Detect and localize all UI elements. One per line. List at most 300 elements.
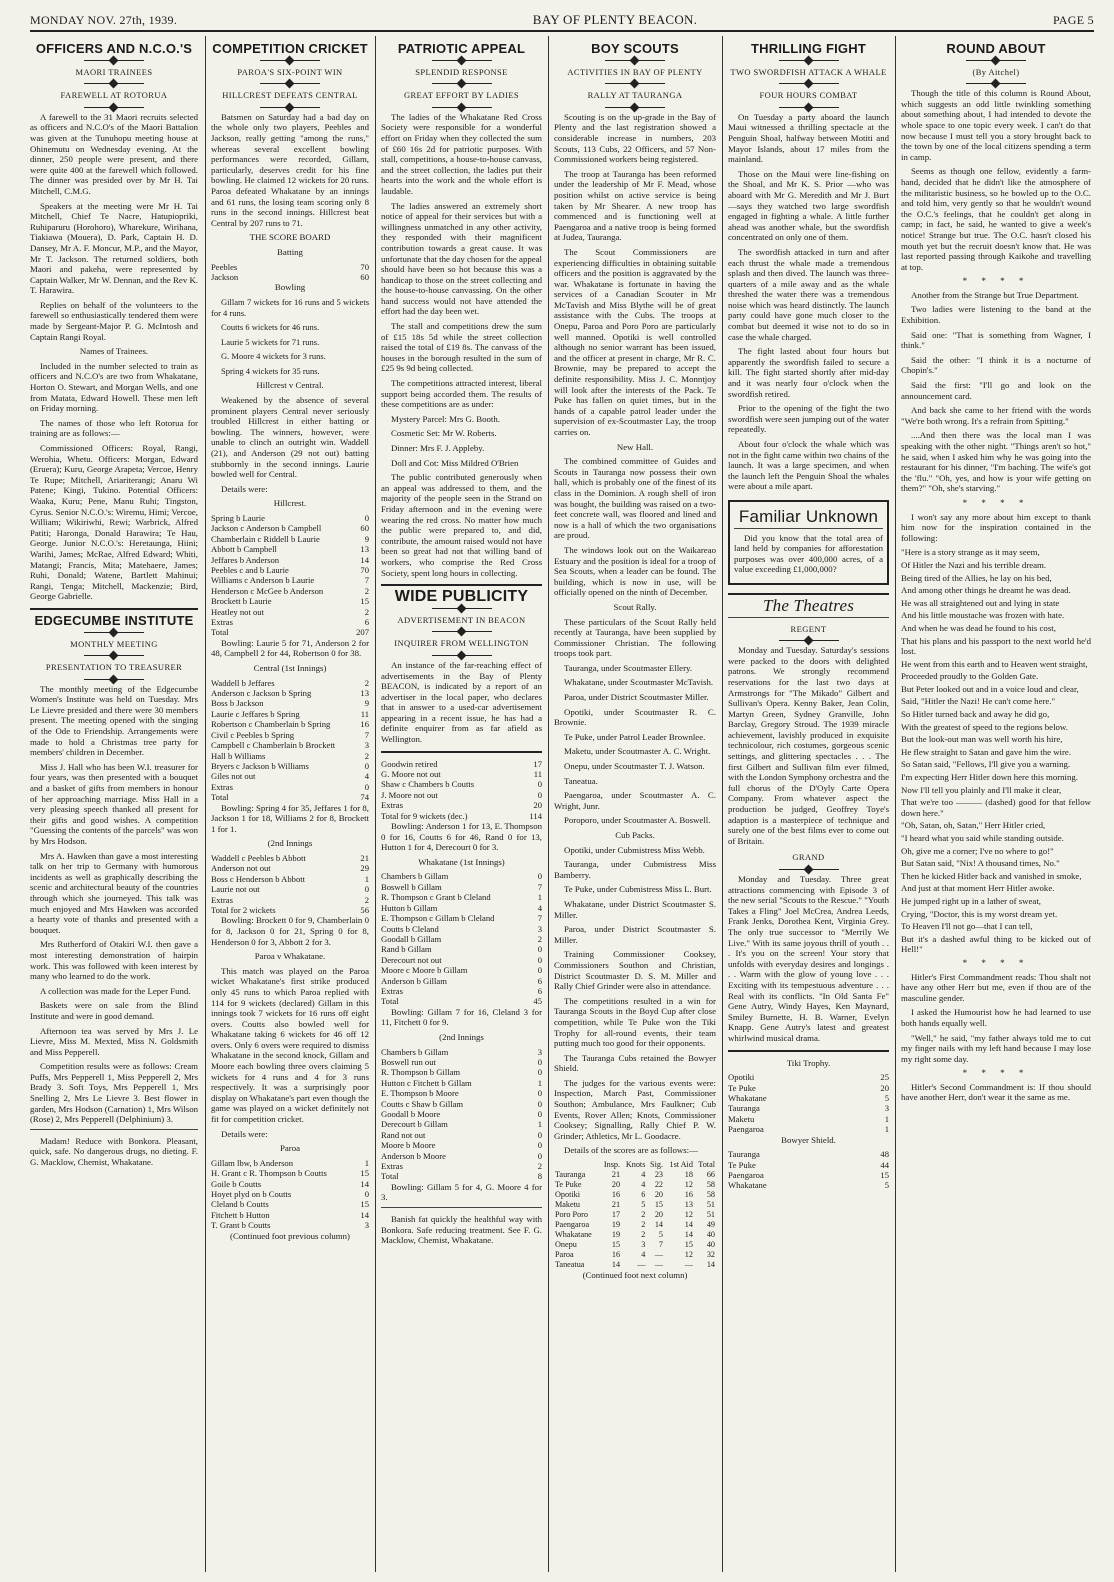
score-row bbox=[381, 1119, 542, 1129]
tiki-row bbox=[728, 1093, 889, 1103]
score-row bbox=[381, 871, 542, 881]
table-cell: 20 bbox=[611, 1180, 621, 1190]
table-cell: 12 bbox=[684, 1180, 693, 1190]
row-value: 7 bbox=[364, 729, 369, 740]
row-label: Henderson c McGee b Anderson bbox=[211, 585, 324, 596]
row-value: 0 bbox=[537, 965, 542, 976]
list-item: Te Puke, under Patrol Leader Brownlee. bbox=[564, 731, 706, 742]
table-cell: — bbox=[654, 1260, 664, 1270]
row-value: 7 bbox=[537, 881, 542, 892]
poem-line: Now I'll tell you plainly and I'll make it clear, bbox=[901, 784, 1062, 795]
score-row bbox=[211, 627, 369, 637]
article-paragraph: The public contributed generously when an appeal was addressed to them, and the majority of the people seen in the Strand on Friday afternoon and in the evening were wearing the red cross. No matter how much the public were prepared to, and did, contribute, the amount raised would not have been so great had not that willing band of workers, who comprise the Red Cross Society, spent long hours in collecting. bbox=[381, 472, 542, 578]
poem-line: But Peter looked out and in a voice loud and clear, bbox=[901, 683, 1079, 694]
article-paragraph: Did you know that the total area of land held by companies for afforestation purposes was over 400,000 acres, of a value exceeding £1,000,000? bbox=[734, 532, 883, 575]
patriotic-headline: PATRIOTIC APPEAL bbox=[397, 41, 526, 56]
row-value: 29 bbox=[360, 863, 369, 874]
row-label: Robertson c Chamberlain b Spring bbox=[211, 719, 331, 730]
table-cell: 19 bbox=[611, 1220, 621, 1230]
row-value: 9 bbox=[364, 533, 369, 544]
row-label: Chamberlain c Riddell b Laurie bbox=[211, 533, 320, 544]
row-value: 4 bbox=[364, 771, 369, 782]
list-item: Spring 4 wickets for 35 runs. bbox=[221, 365, 320, 376]
article-paragraph: I asked the Humourist how he had learned to use both hands equally well. bbox=[901, 1007, 1091, 1028]
article-paragraph: The swordfish attacked in turn and after each thrust the whale made a tremendous splash and then dived. The launch was three-quarters of a mile away and as the whale threshed the water there was a tremendous noise which was heard distinctly. The launch party could have gone much closer to the combat but deemed it wise not to do so in case the whale charged. bbox=[728, 246, 889, 342]
article-paragraph: Competition results were as follows: Cream Puffs, Mrs Pepperell 1, Miss Pepperell 2, Mrs Brady 3. Soft Toys, Mrs Pepperell 1, Mrs Snelling 2, Mrs Le Lievre 3. Best flower in garden, Mrs Hodson (Carnation) 1, Mrs Wilson (Rose) 2, Mrs Pepperell (Delphinium) 3. bbox=[30, 1061, 198, 1125]
table-cell: 19 bbox=[611, 1230, 621, 1240]
section-break: * * * * bbox=[962, 1068, 1030, 1079]
table-cell: 23 bbox=[654, 1170, 664, 1180]
poem-line: And just at that moment Herr Hitler awoke. bbox=[901, 883, 1055, 894]
row-label: Anderson c Jackson b Spring bbox=[211, 688, 312, 699]
row-label: Chambers b Gillam bbox=[381, 871, 449, 882]
article-paragraph: The ladies answered an extremely short notice of appeal for their services but with a willingness unmatched in any other activity, they responded with their magnificent contribution towards a great cause. It was unfortunate that the day chosen for the appeal should have been so hot because this was a handicap to those on the street collecting and the house-to-house canvassing. On the other hand success would not have attended the effort had the day been wet. bbox=[381, 200, 542, 317]
article-rule bbox=[381, 1207, 542, 1208]
column-6 bbox=[901, 38, 1091, 1572]
row-value: 0 bbox=[537, 1067, 542, 1078]
poem-line: That his plans and his passport to the next world he'd lost. bbox=[901, 635, 1091, 657]
bowling-summary: Bowling: Laurie 5 for 71, Anderson 2 for 48, Campbell 2 for 44, Robertson 0 for 38. bbox=[211, 637, 369, 659]
score-row bbox=[381, 1171, 542, 1181]
row-value: 11 bbox=[533, 769, 542, 780]
poem-line: He was all straightened out and lying in state bbox=[901, 597, 1060, 608]
row-value: 5 bbox=[884, 1092, 889, 1103]
row-value: 0 bbox=[364, 760, 369, 771]
row-value: 2 bbox=[364, 677, 369, 688]
section-heading: Whakatane (1st Innings) bbox=[418, 856, 505, 867]
table-cell: 51 bbox=[706, 1200, 715, 1210]
article-paragraph: The troop at Tauranga has been reformed under the leadership of Mr F. Mead, whose position whilst on active service is being taken by Mr Shearer. A new troop has commenced and is functioning well at Paengaroa and a native troop is being formed at Judea, Tauranga. bbox=[554, 168, 716, 243]
score-row bbox=[211, 905, 369, 915]
officers-headline: OFFICERS AND N.C.O.'S bbox=[35, 41, 193, 56]
score-row bbox=[381, 944, 542, 954]
table-cell: Paroa bbox=[555, 1250, 574, 1260]
score-row bbox=[381, 1067, 542, 1077]
score-row bbox=[381, 955, 542, 965]
row-label: Campbell c Chamberlain b Brockett bbox=[211, 740, 336, 751]
table-row bbox=[554, 1250, 716, 1260]
familiar-unknown-headline: Familiar Unknown bbox=[738, 506, 879, 526]
row-value: 3 bbox=[537, 1046, 542, 1057]
article-paragraph: "Well," he said, "my father always told me to cut my finger nails with my left hand because I may lose my right some day. bbox=[901, 1032, 1091, 1064]
row-value: 2 bbox=[364, 894, 369, 905]
table-cell: Tauranga bbox=[555, 1170, 586, 1180]
table-cell: 15 bbox=[684, 1240, 693, 1250]
poem-line: So Satan said, "Fellows, I'll give you a warning. bbox=[901, 759, 1071, 770]
bowyer-row bbox=[728, 1170, 889, 1180]
article-paragraph: This match was played on the Paroa wicket Whakatane's first strike produced only 45 runs to which Paroa replied with 114 for 9 wickets (declared) Gillam in this innings took 7 wickets for 16 runs off eight overs. Coutts also bowled well for Whakatane taking 6 wickets for 46 off 12 overs. Only 6 overs were required to dismiss Whakatane in the second knock, Gillam and Moore each bowling three overs claiming 5 wickets for 4 runs and 4 for 3 runs respectively. It was a surprisingly poor display on Whakatane's part even though the game was played on a wicket definitely not fit for competition cricket. bbox=[211, 965, 369, 1125]
article-rule bbox=[728, 617, 889, 618]
score-row bbox=[211, 565, 369, 575]
poem bbox=[901, 547, 1091, 955]
score-row bbox=[211, 792, 369, 802]
score-row bbox=[381, 1099, 542, 1109]
row-label: Fitchett b Hutton bbox=[211, 1209, 270, 1220]
row-label: Boswell b Gillam bbox=[381, 881, 442, 892]
row-label: Hutton b Gillam bbox=[381, 902, 438, 913]
row-label: J. Moore not out bbox=[381, 789, 438, 800]
table-cell: 15 bbox=[611, 1240, 621, 1250]
divider-ornament bbox=[84, 60, 144, 61]
page-number: PAGE 5 bbox=[1052, 13, 1094, 27]
poem-line: And when he was dead he found to his cost, bbox=[901, 622, 1056, 633]
row-value: 13 bbox=[360, 544, 369, 555]
score-row bbox=[211, 596, 369, 606]
table-row bbox=[554, 1210, 716, 1220]
table-cell: 12 bbox=[684, 1210, 693, 1220]
score-row bbox=[211, 730, 369, 740]
score-row bbox=[381, 1109, 542, 1119]
fight-subhead-2: FOUR HOURS COMBAT bbox=[759, 90, 858, 101]
row-value: 2 bbox=[364, 585, 369, 596]
section-heading: (2nd Innings bbox=[439, 1031, 484, 1042]
row-label: Anderson not out bbox=[211, 863, 271, 874]
row-value: 20 bbox=[533, 800, 542, 811]
section-heading: Cub Packs. bbox=[615, 830, 655, 840]
row-label: Extras bbox=[381, 800, 403, 811]
divider-ornament bbox=[260, 60, 320, 61]
row-value: 0 bbox=[537, 1150, 542, 1161]
edgecumbe-subhead: MONTHLY MEETING bbox=[70, 638, 158, 649]
poem-line: That we're too ——— (dashed) good for that fellow down here." bbox=[901, 797, 1091, 818]
divider-ornament bbox=[84, 679, 144, 680]
score-row bbox=[211, 262, 369, 272]
list-item: Cosmetic Set: Mr W. Roberts. bbox=[391, 428, 497, 439]
divider-ornament bbox=[966, 60, 1026, 61]
row-label: Total for 2 wickets bbox=[211, 904, 276, 915]
poem-line: I'm expecting Herr Hitler down here this morning. bbox=[901, 772, 1078, 783]
poem-line: Said, "Hitler the Nazi! He can't come here." bbox=[901, 696, 1056, 707]
table-cell: 13 bbox=[684, 1200, 693, 1210]
score-row bbox=[381, 1151, 542, 1161]
fight-headline: THRILLING FIGHT bbox=[751, 41, 866, 56]
row-label: Laurie c Jeffares b Spring bbox=[211, 708, 300, 719]
score-row bbox=[381, 986, 542, 996]
row-value: 7 bbox=[364, 575, 369, 586]
row-label: H. Grant c R. Thompson b Coutts bbox=[211, 1168, 327, 1179]
table-row bbox=[554, 1190, 716, 1200]
article-paragraph: Included in the number selected to train as officers and N.C.O's are two from Whakatane, Horton O. Stewart, and Morgan Wells, and one from Matata, Edward Howell. These men left on Friday morning. bbox=[30, 360, 198, 414]
article-paragraph: The ladies of the Whakatane Red Cross Society were responsible for a wonderful effort on Friday when they collected the sum of £60 16s 2d for patriotic purposes. With stall, competitions, a house-to-house canvass, and the street collection, the ladies put their hearts into the work and the whole effort is laudable. bbox=[381, 111, 542, 196]
row-value: 0 bbox=[537, 1129, 542, 1140]
column-5 bbox=[728, 38, 889, 1572]
table-cell: 40 bbox=[706, 1230, 715, 1240]
row-label: Brockett b Laurie bbox=[211, 596, 272, 607]
section-heading: Bowling bbox=[274, 282, 306, 293]
patriotic-subhead: SPLENDID RESPONSE bbox=[415, 66, 508, 77]
row-value: 0 bbox=[364, 781, 369, 792]
row-value: 48 bbox=[880, 1149, 889, 1160]
list-item: Tauranga, under Cubmistress Miss Bamberry. bbox=[554, 859, 716, 880]
troop-list bbox=[554, 663, 716, 826]
score-row bbox=[211, 586, 369, 596]
poem-line: With the greatest of speed to the regions below. bbox=[901, 721, 1068, 732]
table-row bbox=[554, 1200, 716, 1210]
roundabout-anecdotes bbox=[901, 290, 1091, 494]
table-row bbox=[554, 1220, 716, 1230]
poem-line: "Here is a story strange as it may seem, bbox=[901, 547, 1040, 558]
row-label: Total bbox=[211, 627, 229, 638]
bowling-summary: Bowling: Gillam 7 for 16, Cleland 3 for 11, Fitchett 0 for 9. bbox=[381, 1006, 542, 1028]
list-item: The Tauranga Cubs retained the Bowyer Shield. bbox=[554, 1052, 716, 1074]
scorecard bbox=[211, 853, 369, 915]
table-cell: Taneatua bbox=[555, 1260, 585, 1270]
section-heading: Scout Rally. bbox=[613, 601, 657, 612]
article-paragraph: Speakers at the meeting were Mr H. Tai Mitchell, Chief Te Nacre, Hatupiopriki, Ruhiparuru (Horohoro), Wharekure, Wirihana, Tiakiawa (Mouera), D. Park, Captain H. D. Dansey, Mr A. F. Moncur, M.P., and the Mayor, Mr T. Jackson. The returned soldiers, both Maori and pakeha, were represented by Captain Walker, Mr W. Dennan, and the Rev K. T. Harawira. bbox=[30, 200, 198, 296]
tiki-row bbox=[728, 1072, 889, 1082]
publicity-subhead-2: INQUIRER FROM WELLINGTON bbox=[394, 638, 529, 649]
poem-line: "Oh, Satan, oh, Satan," Herr Hitler cried, bbox=[901, 820, 1046, 831]
table-cell: 66 bbox=[706, 1170, 715, 1180]
row-value: 14 bbox=[360, 554, 369, 565]
familiar-unknown-box bbox=[728, 500, 889, 585]
poem-line: Oh, give me a corner; I've no where to go!" bbox=[901, 845, 1054, 856]
advertisement: Madam! Reduce with Bonkora. Pleasant, quick, safe. No dangerous drugs, no dieting. F. G. Macklow, Chemist, Whakatane. bbox=[30, 1135, 198, 1168]
table-cell: 49 bbox=[706, 1220, 715, 1230]
score-row bbox=[211, 771, 369, 781]
score-row bbox=[211, 1220, 369, 1230]
section-heading: Paroa v Whakatane. bbox=[254, 951, 326, 962]
table-cell: 14 bbox=[706, 1260, 715, 1270]
row-value: 1 bbox=[537, 1077, 542, 1088]
article-paragraph: Baskets were on sale from the Blind Institute and were in good demand. bbox=[30, 1000, 198, 1021]
row-label: Spring b Laurie bbox=[211, 513, 265, 523]
list-item: Said one: "That is something from Wagner, I think." bbox=[901, 329, 1091, 351]
row-value: 1 bbox=[537, 1119, 542, 1130]
section-heading: Bowyer Shield. bbox=[781, 1134, 836, 1145]
tiki-row bbox=[728, 1114, 889, 1124]
scores-table bbox=[554, 1160, 716, 1270]
section-heading: (2nd Innings bbox=[267, 838, 313, 849]
poem-line: And among other things he dreamt he was dead. bbox=[901, 585, 1071, 596]
edgecumbe-subhead-2: PRESENTATION TO TREASURER bbox=[45, 662, 183, 673]
theatres-headline: The Theatres bbox=[762, 595, 855, 615]
score-row bbox=[381, 996, 542, 1006]
article-rule bbox=[728, 1050, 889, 1052]
continued-note: (Continued foot next column) bbox=[582, 1270, 688, 1281]
row-value: 0 bbox=[537, 1108, 542, 1119]
table-cell: 20 bbox=[654, 1210, 664, 1220]
article-paragraph: Those on the Maui were line-fishing on the Shoal, and Mr K. S. Prior —who was aboard with Mr G. Meredith and Mr J. Burt—says they watched two large swordfish engaged in fighting a whale. A little further ahead was another whale, but the swordfish concentrated on only one of them. bbox=[728, 168, 889, 243]
list-item: Taneatua. bbox=[564, 775, 598, 786]
article-paragraph: Weakened by the absence of several prominent players Central never seriously troubled Hillcrest in either batting or bowling. The winners, however, were unable to clinch an outright win. Waddell (21), and Anderson (29 not out) batting stubbornly in the second innings. Laurie bowled well for Central. bbox=[211, 395, 369, 480]
list-item: Tauranga, under Scoutmaster Ellery. bbox=[564, 662, 693, 673]
table-cell: 40 bbox=[706, 1240, 715, 1250]
poem-line: But the look-out man was well worth his hire, bbox=[901, 734, 1063, 745]
row-label: Goodwin retired bbox=[381, 758, 438, 769]
row-label: Rand not out bbox=[381, 1129, 426, 1140]
divider-ornament bbox=[260, 107, 320, 108]
divider-ornament bbox=[84, 655, 144, 656]
cub-list bbox=[554, 845, 716, 946]
officers-subhead: MAORI TRAINEES bbox=[75, 66, 153, 77]
poem-line: He went from this earth and to Heaven went straight, bbox=[901, 658, 1088, 669]
poem-line: Proceeded proudly to the Golden Gate. bbox=[901, 671, 1039, 682]
divider-ornament bbox=[260, 83, 320, 84]
section-heading: Hillcrest v Central. bbox=[256, 380, 324, 391]
row-value: 5 bbox=[884, 1180, 889, 1191]
poem-line: Being tired of the Allies, he lay on his bed, bbox=[901, 572, 1052, 583]
scorecard bbox=[211, 1158, 369, 1231]
score-row bbox=[211, 719, 369, 729]
score-row bbox=[211, 544, 369, 554]
row-label: Jackson bbox=[211, 271, 239, 282]
score-row bbox=[211, 874, 369, 884]
table-cell: 4 bbox=[641, 1250, 646, 1260]
bowling-summary: Bowling: Brockett 0 for 9, Chamberlain 0 for 8, Jackson 0 for 21, Spring 0 for 8, Henderson 0 for 3, Abbott 2 for 3. bbox=[211, 915, 369, 947]
patriotic-subhead-2: GREAT EFFORT BY LADIES bbox=[403, 90, 520, 101]
article-paragraph: Batsmen on Saturday had a bad day on the whole only two players, Peebles and Jackson, really getting "among the runs," whereas several excellent bowling performances were recorded, Gillam, particularly, deserves credit for his fine bowling. He claimed 12 wickets for 20 runs. Paroa defeated Whakatane by an innings and 61 runs, the losing team scoring only 8 runs in the second innings. Hillcrest beat Central by 207 runs to 71. bbox=[211, 111, 369, 228]
officers-subhead-2: FAREWELL AT ROTORUA bbox=[60, 90, 168, 101]
row-value: 44 bbox=[880, 1159, 889, 1170]
table-cell: 18 bbox=[684, 1170, 693, 1180]
poem-line: So Hitler turned back and away he did go, bbox=[901, 709, 1050, 720]
bowyer-shield-table bbox=[728, 1149, 889, 1191]
competition-results bbox=[381, 414, 542, 468]
column-rule bbox=[895, 36, 896, 1572]
row-label: Peebles bbox=[211, 261, 238, 272]
divider-ornament bbox=[84, 632, 144, 633]
list-item: G. Moore 4 wickets for 3 runs. bbox=[221, 351, 326, 362]
article-paragraph: Mrs A. Hawken than gave a most interesting talk on her trip to Germany with humorous incidents as well as graphically describing the scenic and architectural beauty of the countries through which she journeyed. This talk was much enjoyed and Mrs Hawken was accorded a hearty vote of thanks and presented with a bouquet. bbox=[30, 850, 198, 935]
score-row bbox=[211, 751, 369, 761]
score-row bbox=[381, 892, 542, 902]
scouts-subhead-2: RALLY AT TAURANGA bbox=[587, 90, 683, 101]
article-paragraph: About four o'clock the whale which was not in the fight came within two chains of the launch. It was a large specimen, and when the launch left the Penguin Shoal the whales were about a mile apart. bbox=[728, 439, 889, 492]
section-heading: Names of Trainees. bbox=[79, 346, 149, 357]
row-value: 13 bbox=[360, 688, 369, 699]
score-row bbox=[211, 607, 369, 617]
row-label: Paengaroa bbox=[728, 1169, 764, 1180]
article-rule bbox=[728, 593, 889, 595]
article-paragraph: Though the title of this column is Round About, which suggests an odd little twinkling something about something about, I had intended to devote the whole space to one topic every week. I can't do that now because I must tell you a story brought back to the town by one of the local citizens spending a term in camp. bbox=[901, 88, 1091, 162]
column-header: Knots bbox=[625, 1160, 646, 1170]
list-item: Whakatane, under Scoutmaster McTavish. bbox=[564, 677, 714, 688]
bowyer-row bbox=[728, 1160, 889, 1170]
row-label: Extras bbox=[381, 1161, 403, 1171]
advertisement: Banish fat quickly the healthful way with Bonkora. Safe reducing treatment. See F. G. Macklow, Chemist, Whakatane. bbox=[381, 1214, 542, 1246]
table-cell: 15 bbox=[654, 1200, 664, 1210]
table-cell: 2 bbox=[641, 1220, 646, 1230]
row-value: 0 bbox=[364, 1189, 369, 1200]
row-label: Anderson b Gillam bbox=[381, 975, 447, 986]
row-value: 1 bbox=[884, 1124, 889, 1135]
score-row bbox=[211, 513, 369, 523]
scorecard bbox=[381, 759, 542, 821]
list-item: Two ladies were listening to the band at the Exhibition. bbox=[901, 304, 1091, 326]
tiki-trophy-table bbox=[728, 1072, 889, 1134]
divider-ornament bbox=[779, 640, 839, 641]
table-cell: 58 bbox=[706, 1190, 715, 1200]
score-row bbox=[381, 913, 542, 923]
article-rule bbox=[734, 528, 883, 529]
tiki-row bbox=[728, 1083, 889, 1093]
column-rule bbox=[375, 36, 376, 1572]
row-value: 0 bbox=[537, 789, 542, 800]
scorecard bbox=[211, 513, 369, 638]
article-paragraph: The fight lasted about four hours but apparently the swordfish failed to secure a kill. The fight started shortly after mid-day and it was nearly four o'clock when the swordfish retired. bbox=[728, 346, 889, 399]
row-label: Moore c Moore b Gillam bbox=[381, 965, 468, 976]
row-label: R. Thompson c Grant b Cleland bbox=[381, 892, 491, 903]
table-cell: 6 bbox=[641, 1190, 646, 1200]
list-item: Mystery Parcel: Mrs G. Booth. bbox=[391, 413, 500, 424]
row-label: Hutton c Fitchett b Gillam bbox=[381, 1077, 472, 1088]
score-row bbox=[211, 853, 369, 863]
score-row bbox=[211, 678, 369, 688]
score-row bbox=[211, 534, 369, 544]
article-rule bbox=[30, 1129, 198, 1130]
row-value: 70 bbox=[360, 565, 369, 576]
row-value: 16 bbox=[360, 719, 369, 730]
table-cell: — bbox=[637, 1260, 646, 1270]
row-value: 114 bbox=[529, 810, 542, 821]
row-label: Extras bbox=[211, 894, 233, 905]
article-paragraph: Mrs Rutherford of Otakiri W.I. then gave a most interesting demonstration of hairpin work. This was followed with keen interest by many who learned to do the work. bbox=[30, 939, 198, 982]
list-item: Details of the scores are as follows:— bbox=[564, 1145, 698, 1156]
row-value: 2 bbox=[364, 750, 369, 761]
poem-line: He jumped right up in a lather of sweat, bbox=[901, 895, 1041, 906]
table-cell: Maketu bbox=[555, 1200, 581, 1210]
row-label: Paengaroa bbox=[728, 1124, 764, 1135]
row-value: 1 bbox=[364, 873, 369, 884]
poem-line: To Heaven I'll not go—that I can tell, bbox=[901, 921, 1033, 932]
list-item: Whakatane, under District Scoutmaster S. Miller. bbox=[554, 898, 716, 920]
row-value: 11 bbox=[360, 708, 369, 719]
regent-heading: REGENT bbox=[790, 623, 827, 634]
divider-ornament bbox=[432, 83, 492, 84]
row-label: Derecourt b Gillam bbox=[381, 1119, 448, 1130]
column-rule bbox=[722, 36, 723, 1572]
row-label: Hoyet plyd on b Coutts bbox=[211, 1189, 292, 1200]
row-label: Tauranga bbox=[728, 1149, 760, 1160]
table-cell: 21 bbox=[611, 1200, 621, 1210]
column-rule bbox=[205, 36, 206, 1572]
article-paragraph: Prior to the opening of the fight the two swordfish were seen jumping out of the water repeatedly. bbox=[728, 403, 889, 435]
article-paragraph: An instance of the far-reaching effect of advertisements in the Bay of Plenty BEACON, is indicated by a report of an advertiser in the local paper, who declares that in answer to a used-car advertisement appearing in a recent issue, he has had a definite enquirer from as far afield as Wellington. bbox=[381, 659, 542, 745]
table-cell: Whakatane bbox=[555, 1230, 592, 1240]
bowling-summary: Bowling: Spring 4 for 35, Jeffares 1 for 8, Jackson 1 for 18, Williams 2 for 8, Brockett 1 for 1. bbox=[211, 802, 369, 834]
row-value: 70 bbox=[360, 261, 369, 272]
score-row bbox=[381, 1130, 542, 1140]
score-row bbox=[381, 811, 542, 821]
publicity-headline: WIDE PUBLICITY bbox=[394, 588, 529, 606]
bowyer-row bbox=[728, 1180, 889, 1190]
table-cell: 51 bbox=[706, 1210, 715, 1220]
table-cell: 14 bbox=[684, 1220, 693, 1230]
row-label: Abbott b Campbell bbox=[211, 544, 277, 555]
row-value: 60 bbox=[360, 271, 369, 282]
row-value: 14 bbox=[360, 1178, 369, 1189]
row-label: Whakatane bbox=[728, 1180, 767, 1191]
row-label: Jackson c Anderson b Campbell bbox=[211, 523, 322, 534]
table-cell: Onepu bbox=[555, 1240, 577, 1250]
score-row bbox=[381, 1161, 542, 1171]
row-label: Te Puke bbox=[728, 1082, 756, 1093]
list-item: Another from the Strange but True Department. bbox=[911, 289, 1079, 300]
row-label: Goodall b Moore bbox=[381, 1108, 441, 1119]
row-value: 9 bbox=[364, 698, 369, 709]
divider-ornament bbox=[605, 107, 665, 108]
score-row bbox=[381, 790, 542, 800]
list-item: Onepu, under Scoutmaster T. J. Watson. bbox=[564, 761, 705, 772]
edgecumbe-headline: EDGECUMBE INSTITUTE bbox=[34, 612, 194, 628]
list-item: Said the first: "I'll go and look on the announcement card. bbox=[901, 380, 1091, 401]
score-row bbox=[211, 740, 369, 750]
row-label: Goile b Coutts bbox=[211, 1178, 262, 1189]
score-row bbox=[381, 1057, 542, 1067]
score-row bbox=[211, 523, 369, 533]
score-row bbox=[381, 759, 542, 769]
